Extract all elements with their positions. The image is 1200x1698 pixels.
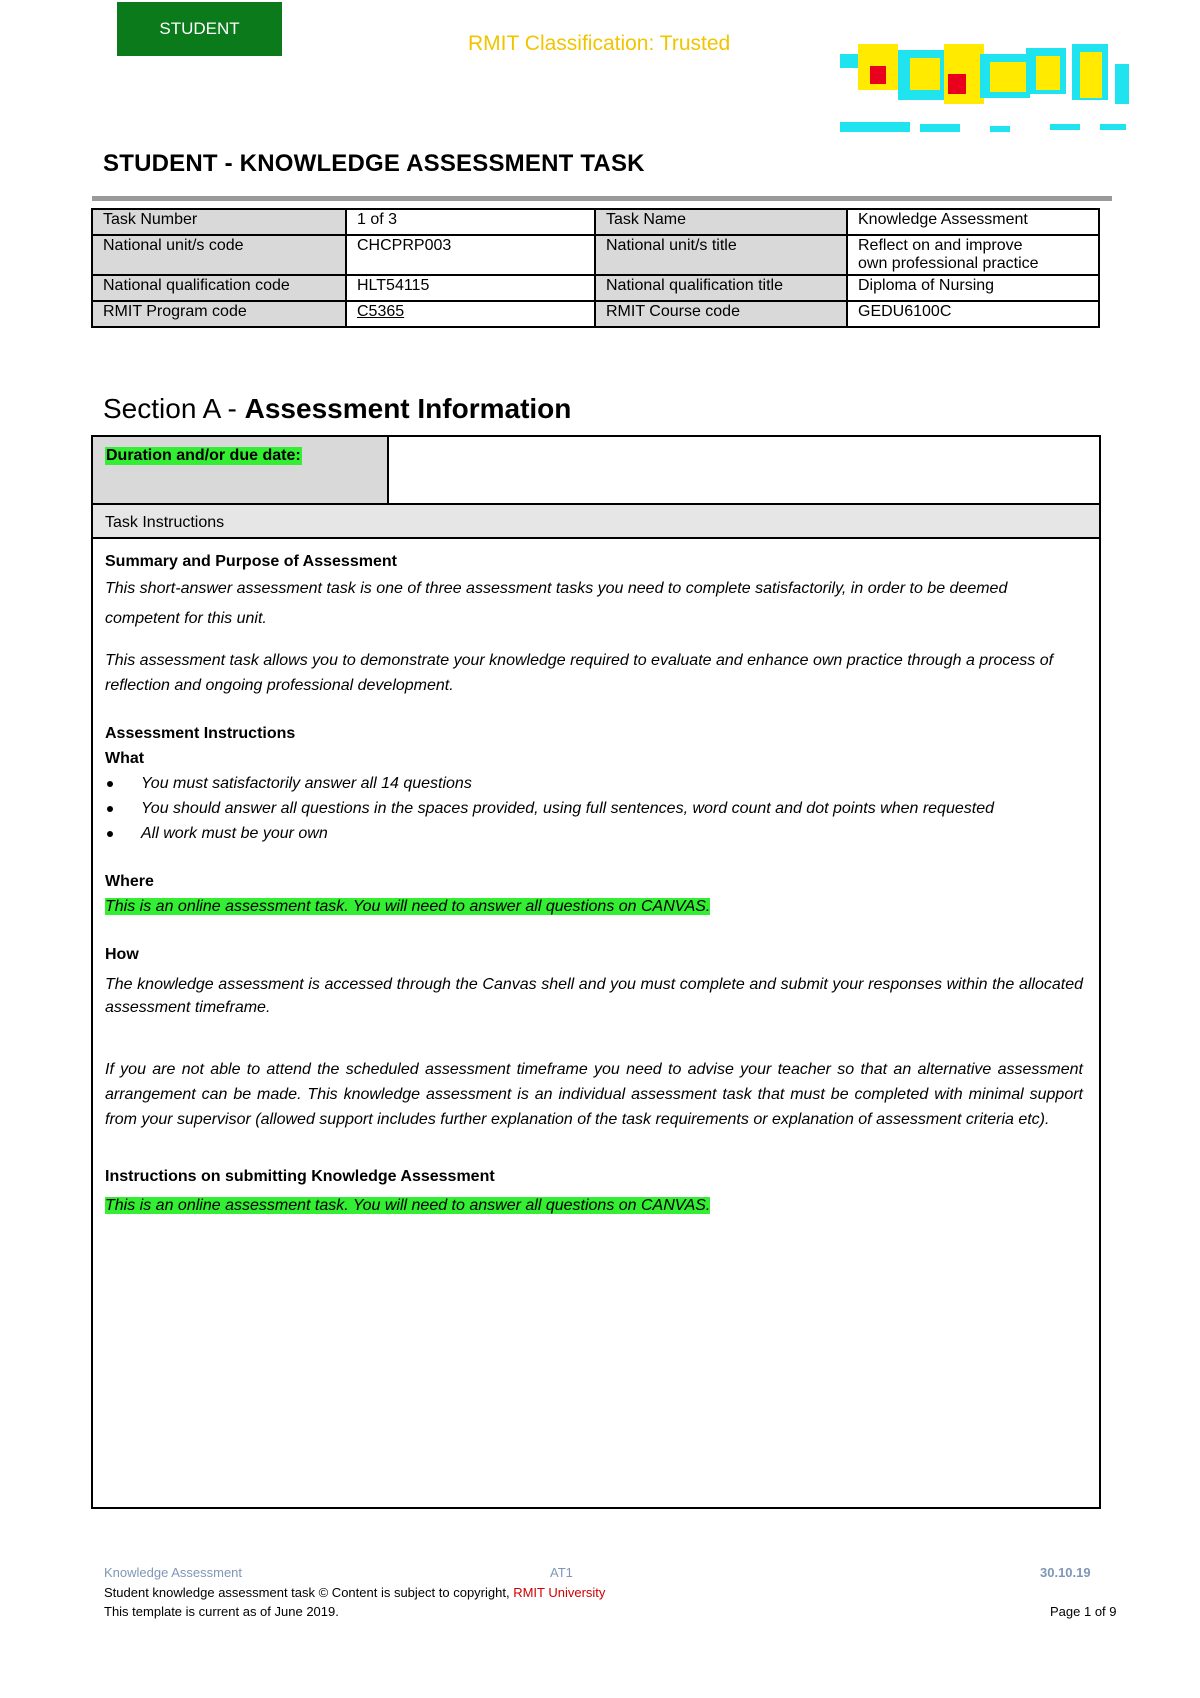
- what-heading: What: [105, 750, 145, 767]
- copyright-owner: RMIT University: [513, 1585, 606, 1600]
- task-number-label: Task Number: [92, 209, 346, 235]
- table-row: [92, 235, 1099, 275]
- copyright-text: Student knowledge assessment task © Content is subject to copyright,: [104, 1585, 514, 1600]
- task-number-value: 1 of 3: [346, 209, 595, 235]
- list-item: [141, 771, 1083, 796]
- summary-paragraph-1: This short-answer assessment task is one of three assessment tasks you need to complete satisfactorily, in order to be deemed competent for this unit.: [105, 580, 1008, 627]
- instructions-body: [105, 549, 1083, 1218]
- qual-title-value: Diploma of Nursing: [847, 275, 1099, 301]
- section-heading: [103, 393, 571, 425]
- list-item-text: All work must be your own: [141, 825, 328, 842]
- list-item: [141, 821, 1083, 846]
- footer-template-note: This template is current as of June 2019.: [104, 1604, 339, 1619]
- unit-title-label: National unit/s title: [595, 235, 847, 275]
- unit-title-line-2: own professional practice: [858, 255, 1039, 272]
- bullet-icon: [107, 831, 113, 837]
- summary-paragraph-2: This assessment task allows you to demonstrate your knowledge required to evaluate and enhance own practice through a process of reflection and ongoing professional development.: [105, 652, 1054, 694]
- footer-page-number: Page 1 of 9: [1050, 1604, 1117, 1619]
- list-item-text: You must satisfactorily answer all 14 questions: [141, 775, 472, 792]
- unit-title-value: [847, 235, 1099, 275]
- title-divider: [92, 196, 1112, 201]
- footer-doc-name: Knowledge Assessment: [104, 1565, 243, 1580]
- unit-code-label: National unit/s code: [92, 235, 346, 275]
- document-title: STUDENT - KNOWLEDGE ASSESSMENT TASK: [103, 150, 645, 177]
- section-title: Assessment Information: [244, 393, 572, 424]
- qual-title-label: National qualification title: [595, 275, 847, 301]
- bullet-icon: [107, 781, 113, 787]
- student-badge: STUDENT: [117, 2, 282, 56]
- section-prefix: Section A -: [103, 393, 245, 424]
- due-date-value[interactable]: [389, 437, 1099, 503]
- how-heading: How: [105, 946, 139, 963]
- unit-title-line-1: Reflect on and improve: [858, 237, 1023, 254]
- how-paragraph-1: The knowledge assessment is accessed through the Canvas shell and you must complete and submit your responses within the allocated assessment timeframe.: [105, 976, 1083, 1016]
- task-name-label: Task Name: [595, 209, 847, 235]
- unit-code-value: CHCPRP003: [346, 235, 595, 275]
- list-item: [141, 796, 1083, 821]
- where-text: This is an online assessment task. You will need to answer all questions on CANVAS.: [105, 898, 711, 915]
- qual-code-label: National qualification code: [92, 275, 346, 301]
- assessment-info-box: [91, 435, 1101, 1509]
- what-list: [105, 771, 1083, 846]
- program-code-value: [346, 301, 595, 327]
- where-heading: Where: [105, 873, 154, 890]
- how-paragraph-2: If you are not able to attend the scheduled assessment timeframe you need to advise your teacher so that an alternative assessment arrangement can be made. This knowledge assessment is an individual assessment task that must be completed with minimal support from your supervisor (allowed support includes further explanation of the task requirements or explanation of assessment criteria etc).: [105, 1061, 1083, 1128]
- footer-at: AT1: [550, 1565, 573, 1580]
- submit-text: This is an online assessment task. You will need to answer all questions on CANVAS.: [105, 1197, 711, 1214]
- classification-label: RMIT Classification: Trusted: [468, 32, 731, 55]
- task-name-value: Knowledge Assessment: [847, 209, 1099, 235]
- course-code-value: GEDU6100C: [847, 301, 1099, 327]
- task-info-table: [91, 208, 1100, 328]
- footer-date: 30.10.19: [1040, 1565, 1091, 1580]
- rmit-logo-icon: [840, 44, 1140, 152]
- course-code-label: RMIT Course code: [595, 301, 847, 327]
- due-date-label-cell: [93, 437, 389, 503]
- summary-heading: Summary and Purpose of Assessment: [105, 553, 397, 570]
- table-row: [92, 209, 1099, 235]
- list-item-text: You should answer all questions in the spaces provided, using full sentences, word count and dot points when requested: [141, 800, 994, 817]
- program-code-link[interactable]: C5365: [357, 303, 405, 320]
- qual-code-value: HLT54115: [346, 275, 595, 301]
- footer-copyright: [104, 1585, 605, 1600]
- bullet-icon: [107, 806, 113, 812]
- table-row: [92, 275, 1099, 301]
- instructions-heading: Assessment Instructions: [105, 725, 296, 742]
- program-code-label: RMIT Program code: [92, 301, 346, 327]
- due-date-label: Duration and/or due date:: [106, 447, 301, 464]
- table-row: [92, 301, 1099, 327]
- task-instructions-header: Task Instructions: [93, 505, 1099, 539]
- submit-heading: Instructions on submitting Knowledge Assessment: [105, 1168, 495, 1185]
